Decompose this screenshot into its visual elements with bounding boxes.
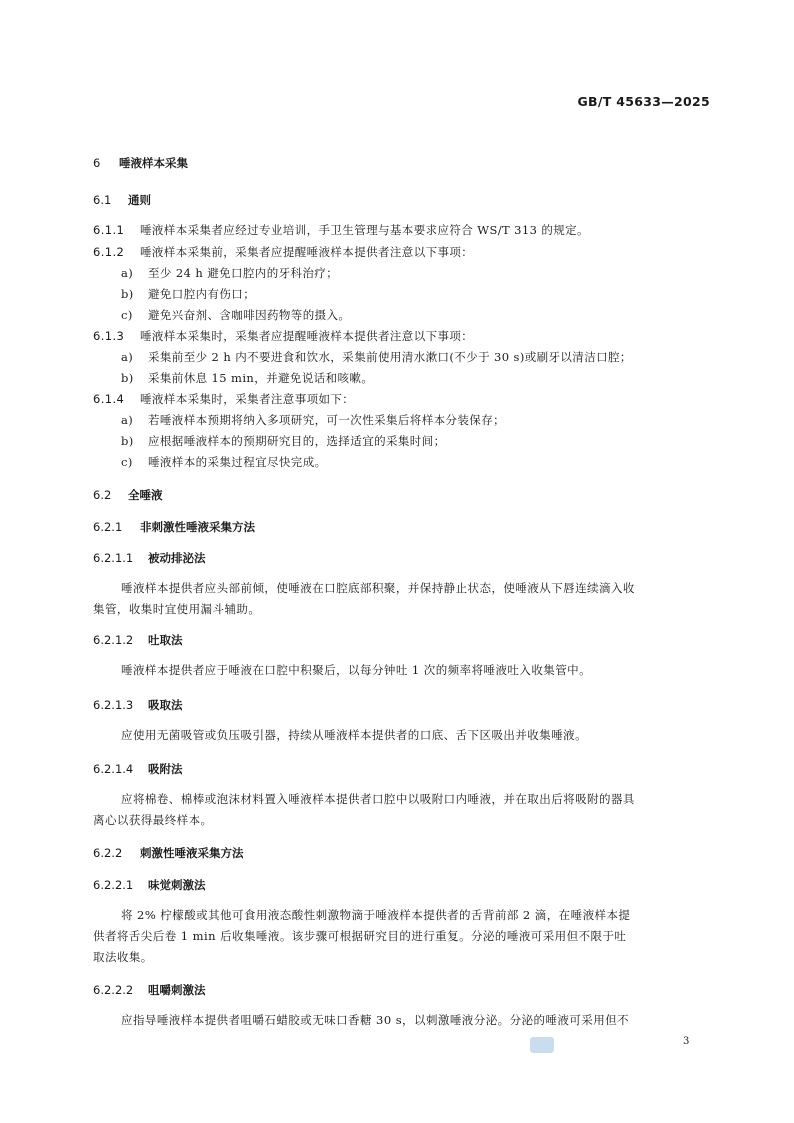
paragraph-line: 应将棉卷、棉棒或泡沫材料置入唾液样本提供者口腔中以吸附口内唾液，并在取出后将吸附的器具 xyxy=(121,792,635,806)
item-marker: b) xyxy=(121,371,134,385)
item-marker: c) xyxy=(121,308,133,322)
section-6-2-2-heading xyxy=(93,845,244,861)
section-number: 6.2.1 xyxy=(93,520,123,534)
section-title: 全唾液 xyxy=(128,488,163,502)
item-marker: b) xyxy=(121,287,134,301)
clause-text: 唾液样本采集前，采集者应提醒唾液样本提供者注意以下事项： xyxy=(140,245,474,259)
item-text: 采集前休息 15 min，并避免说话和咳嗽。 xyxy=(148,371,374,385)
list-item xyxy=(121,433,446,449)
paragraph-line: 离心以获得最终样本。 xyxy=(93,813,213,827)
clause-6-1-4 xyxy=(93,391,354,407)
section-6-2-2-1-heading xyxy=(93,877,206,893)
section-title: 吐取法 xyxy=(148,633,183,647)
item-text: 应根据唾液样本的预期研究目的，选择适宜的采集时间； xyxy=(148,434,446,448)
item-marker: b) xyxy=(121,434,134,448)
list-item xyxy=(121,412,505,428)
list-item xyxy=(121,286,255,302)
item-text: 避免兴奋剂、含咖啡因药物等的摄入。 xyxy=(148,308,351,322)
item-text: 至少 24 h 避免口腔内的牙科治疗； xyxy=(148,266,339,280)
clause-number: 6.1.1 xyxy=(93,223,125,237)
section-number: 6.2 xyxy=(93,488,112,502)
clause-6-1-3 xyxy=(93,328,473,344)
section-6-2-1-heading xyxy=(93,519,255,535)
section-6-1-heading xyxy=(93,192,151,208)
section-number: 6.2.2.1 xyxy=(93,878,134,892)
list-item xyxy=(121,265,338,281)
clause-6-1-2 xyxy=(93,244,473,260)
section-title: 刺激性唾液采集方法 xyxy=(140,846,244,860)
section-number: 6.1 xyxy=(93,193,112,207)
section-title: 被动排泌法 xyxy=(148,551,206,565)
item-text: 采集前至少 2 h 内不要进食和饮水，采集前使用清水漱口(不少于 30 s)或刷牙以清洁口腔； xyxy=(148,350,632,364)
paragraph-line: 供者将舌尖后卷 1 min 后收集唾液。该步骤可根据研究目的进行重复。分泌的唾液可采用但不限于吐 xyxy=(93,929,627,943)
clause-number: 6.1.2 xyxy=(93,245,125,259)
section-6-2-1-2-heading xyxy=(93,632,183,648)
clause-number: 6.1.4 xyxy=(93,392,125,406)
standard-number: GB/T 45633—2025 xyxy=(577,94,710,109)
item-marker: a) xyxy=(121,266,134,280)
section-number: 6.2.2.2 xyxy=(93,983,134,997)
item-marker: a) xyxy=(121,413,134,427)
section-title: 味觉刺激法 xyxy=(148,878,206,892)
item-text: 避免口腔内有伤口； xyxy=(148,287,256,301)
list-item xyxy=(121,349,632,365)
section-number: 6.2.1.4 xyxy=(93,762,134,776)
section-6-2-heading xyxy=(93,487,163,503)
item-marker: c) xyxy=(121,455,133,469)
paragraph-line: 唾液样本提供者应于唾液在口腔中积聚后，以每分钟吐 1 次的频率将唾液吐入收集管中。 xyxy=(121,663,592,677)
clause-text: 唾液样本采集时，采集者注意事项如下： xyxy=(140,392,355,406)
item-text: 唾液样本的采集过程宜尽快完成。 xyxy=(148,455,327,469)
paragraph-line: 应指导唾液样本提供者咀嚼石蜡胶或无味口香糖 30 s，以刺激唾液分泌。分泌的唾液可采用但不 xyxy=(121,1013,630,1027)
paragraph-line: 集管，收集时宜使用漏斗辅助。 xyxy=(93,602,261,616)
section-number: 6.2.1.3 xyxy=(93,698,134,712)
section-6-2-1-1-heading xyxy=(93,550,206,566)
paragraph-line: 将 2% 柠檬酸或其他可食用液态酸性刺激物滴于唾液样本提供者的舌背前部 2 滴，在唾液样本提 xyxy=(121,908,631,922)
paragraph-line: 唾液样本提供者应头部前倾，使唾液在口腔底部积聚，并保持静止状态，使唾液从下唇连续滴入收 xyxy=(121,581,635,595)
section-number: 6.2.2 xyxy=(93,846,123,860)
paragraph-line: 取法收集。 xyxy=(93,950,153,964)
watermark-logo-icon xyxy=(530,1037,554,1053)
clause-text: 唾液样本采集时，采集者应提醒唾液样本提供者注意以下事项： xyxy=(140,329,474,343)
list-item xyxy=(121,370,373,386)
list-item xyxy=(121,454,327,470)
clause-text: 唾液样本采集者应经过专业培训，手卫生管理与基本要求应符合 WS/T 313 的规定。 xyxy=(140,223,589,237)
paragraph-line: 应使用无菌吸管或负压吸引器，持续从唾液样本提供者的口底、舌下区吸出并收集唾液。 xyxy=(121,728,588,742)
section-6-2-1-4-heading xyxy=(93,761,183,777)
section-title: 吸附法 xyxy=(148,762,183,776)
section-6-heading xyxy=(93,155,188,171)
list-item xyxy=(121,307,350,323)
section-title: 唾液样本采集 xyxy=(119,156,188,170)
page-number: 3 xyxy=(683,1036,690,1047)
section-title: 非刺激性唾液采集方法 xyxy=(140,520,255,534)
section-6-2-1-3-heading xyxy=(93,697,183,713)
section-title: 通则 xyxy=(128,193,151,207)
clause-number: 6.1.3 xyxy=(93,329,125,343)
item-text: 若唾液样本预期将纳入多项研究，可一次性采集后将样本分装保存； xyxy=(148,413,505,427)
section-6-2-2-2-heading xyxy=(93,982,206,998)
item-marker: a) xyxy=(121,350,134,364)
section-title: 吸取法 xyxy=(148,698,183,712)
clause-6-1-1 xyxy=(93,222,589,238)
section-title: 咀嚼刺激法 xyxy=(148,983,206,997)
section-number: 6 xyxy=(93,156,101,170)
section-number: 6.2.1.2 xyxy=(93,633,134,647)
section-number: 6.2.1.1 xyxy=(93,551,134,565)
